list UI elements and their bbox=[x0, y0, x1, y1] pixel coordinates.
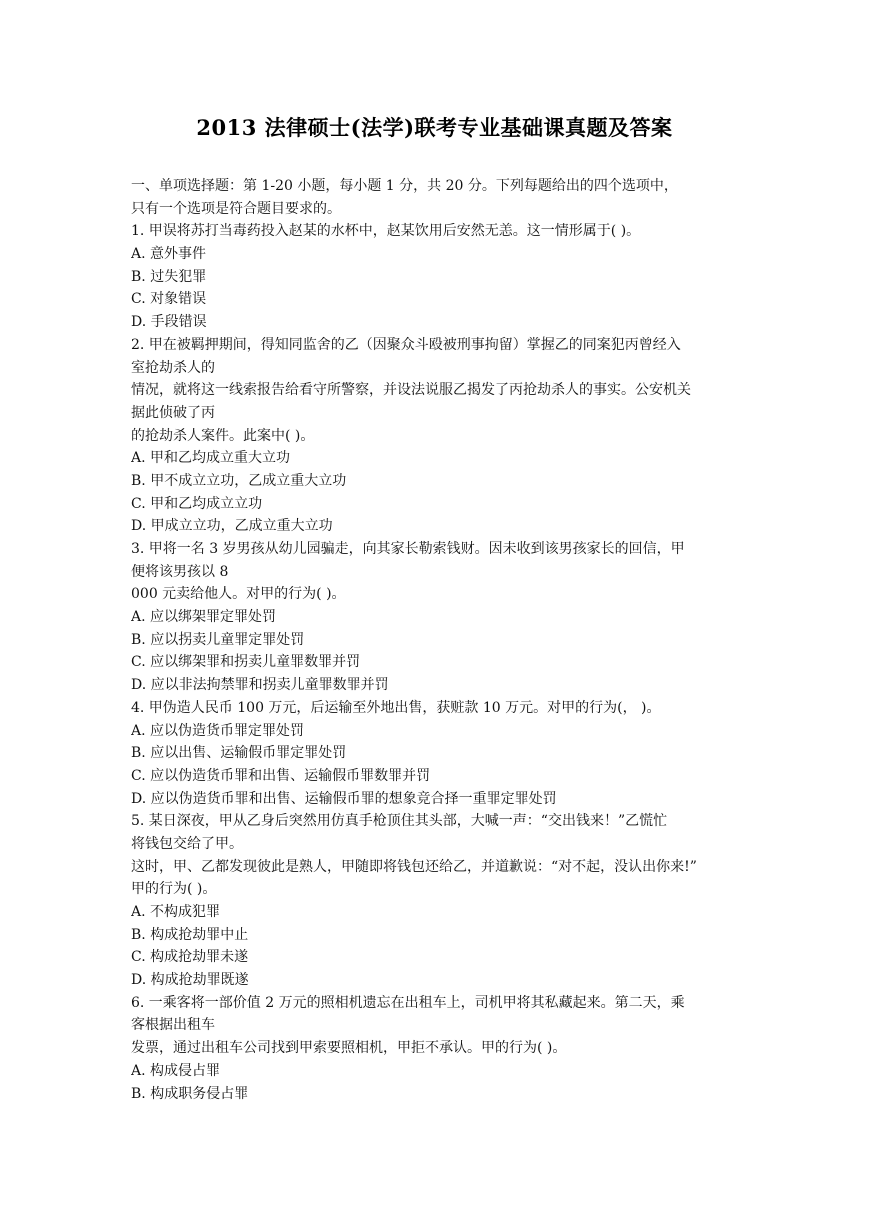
text-line: D. 手段错误 bbox=[131, 314, 207, 331]
text-line: 4. 甲伪造人民币 100 万元，后运输至外地出售，获赃款 10 万元。对甲的行为(， )。 bbox=[131, 699, 661, 716]
text-line: C. 对象错误 bbox=[131, 291, 207, 308]
text-line: C. 应以绑架罪和拐卖儿童罪数罪并罚 bbox=[131, 654, 361, 671]
text-line: 这时，甲、乙都发现彼此是熟人，甲随即将钱包还给乙，并道歉说：“对不起，没认出你来!” bbox=[131, 858, 697, 875]
text-line: 只有一个选项是符合题目要求的。 bbox=[131, 200, 341, 217]
text-line: A. 意外事件 bbox=[131, 246, 207, 263]
text-line: B. 构成抢劫罪中止 bbox=[131, 926, 249, 943]
text-line: B. 甲不成立立功，乙成立重大立功 bbox=[131, 472, 347, 489]
text-line: C. 甲和乙均成立立功 bbox=[131, 495, 263, 512]
text-line: 6. 一乘客将一部价值 2 万元的照相机遗忘在出租车上，司机甲将其私藏起来。第二天，乘 bbox=[131, 994, 685, 1011]
text-line: A. 应以绑架罪定罪处罚 bbox=[131, 609, 277, 626]
text-line: 情况，就将这一线索报告给看守所警察，并设法说服乙揭发了丙抢劫杀人的事实。公安机关 bbox=[131, 382, 691, 399]
text-line: 1. 甲误将苏打当毒药投入赵某的水杯中，赵某饮用后安然无恙。这一情形属于( )。 bbox=[131, 223, 641, 240]
text-line: 5. 某日深夜，甲从乙身后突然用仿真手枪顶住其头部，大喊一声：“交出钱来！”乙慌忙 bbox=[131, 813, 668, 830]
text-line: B. 应以出售、运输假币罪定罪处罚 bbox=[131, 745, 347, 762]
text-line: 甲的行为( )。 bbox=[131, 881, 217, 898]
text-line: C. 构成抢劫罪未遂 bbox=[131, 949, 249, 966]
text-line: 3. 甲将一名 3 岁男孩从幼儿园骗走，向其家长勒索钱财。因未收到该男孩家长的回信，甲 bbox=[131, 541, 685, 557]
text-line: A. 甲和乙均成立重大立功 bbox=[131, 450, 291, 467]
text-line: A. 构成侵占罪 bbox=[131, 1062, 221, 1079]
text-line: 000 元卖给他人。对甲的行为( )。 bbox=[131, 586, 346, 603]
text-line: 便将该男孩以 8 bbox=[131, 563, 229, 580]
text-line: 发票，通过出租车公司找到甲索要照相机，甲拒不承认。甲的行为( )。 bbox=[131, 1040, 567, 1057]
text-line: A. 应以伪造货币罪定罪处罚 bbox=[131, 722, 305, 739]
text-line: A. 不构成犯罪 bbox=[131, 904, 221, 920]
text-line: 客根据出租车 bbox=[131, 1017, 215, 1034]
text-line: D. 应以伪造货币罪和出售、运输假币罪的想象竞合择一重罪定罪处罚 bbox=[131, 790, 557, 807]
text-line: B. 构成职务侵占罪 bbox=[131, 1085, 249, 1102]
text-line: C. 应以伪造货币罪和出售、运输假币罪数罪并罚 bbox=[131, 767, 431, 784]
text-line: D. 甲成立立功，乙成立重大立功 bbox=[131, 518, 333, 535]
text-line: 的抢劫杀人案件。此案中( )。 bbox=[131, 427, 315, 444]
text-line: D. 构成抢劫罪既遂 bbox=[131, 972, 249, 989]
text-line: 据此侦破了丙 bbox=[131, 404, 215, 421]
document-body bbox=[131, 175, 743, 1105]
text-line: 室抢劫杀人的 bbox=[131, 359, 215, 376]
text-line: 一、单项选择题：第 1-20 小题，每小题 1 分，共 20 分。下列每题给出的四个选项中， bbox=[131, 178, 678, 194]
text-line: D. 应以非法拘禁罪和拐卖儿童罪数罪并罚 bbox=[131, 677, 389, 694]
text-line: 2. 甲在被羁押期间，得知同监舍的乙（因聚众斗殴被刑事拘留）掌握乙的同案犯丙曾经入 bbox=[131, 336, 681, 353]
text-line: B. 过失犯罪 bbox=[131, 268, 207, 285]
document-title: 2013 法律硕士(法学)联考专业基础课真题及答案 bbox=[196, 115, 673, 140]
text-line: B. 应以拐卖儿童罪定罪处罚 bbox=[131, 631, 305, 648]
text-line: 将钱包交给了甲。 bbox=[131, 835, 243, 852]
